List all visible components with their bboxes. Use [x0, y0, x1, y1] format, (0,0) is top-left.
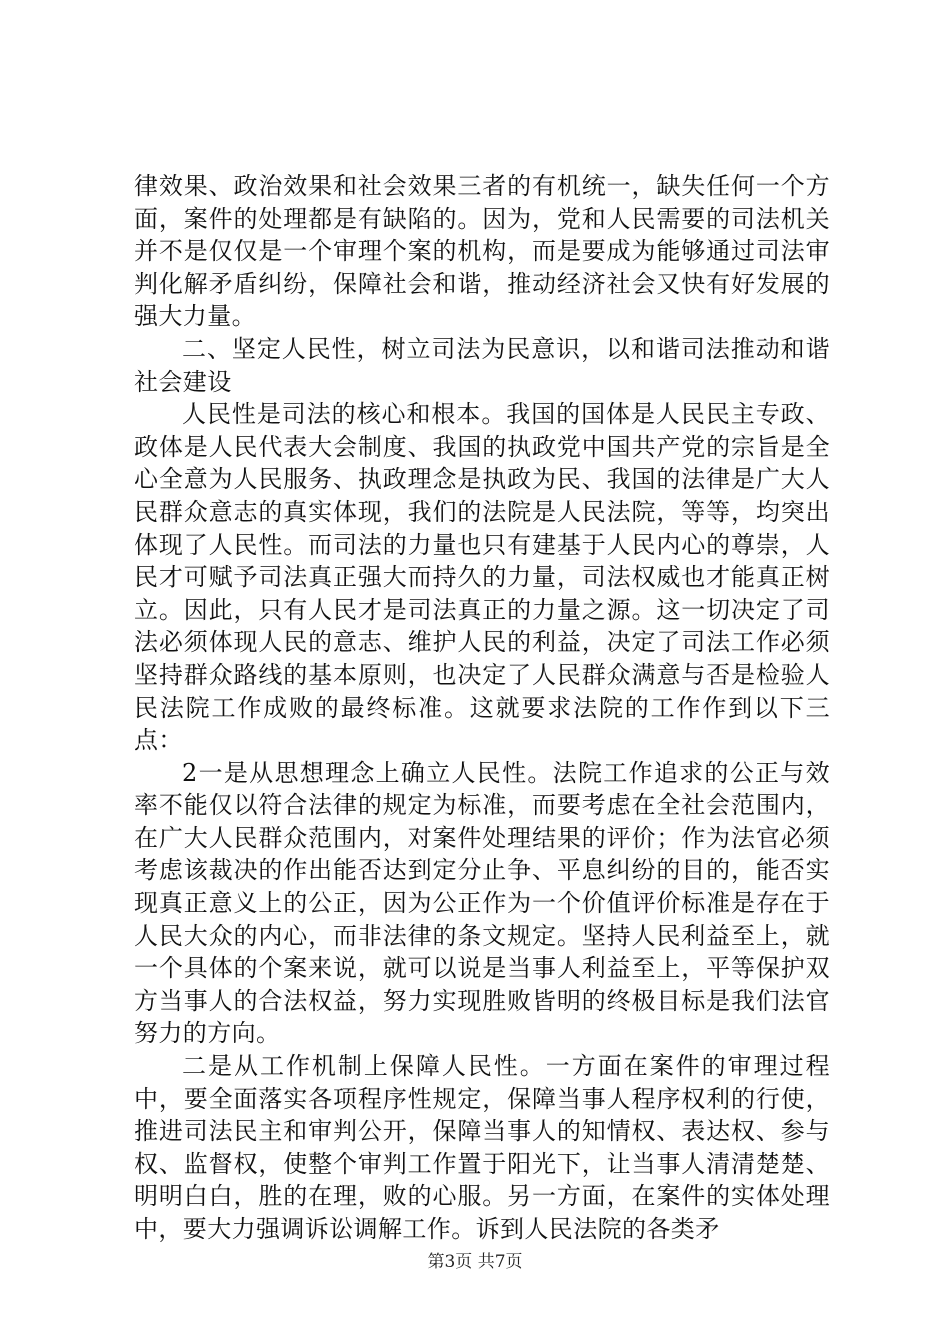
paragraph-point-two: 二是从工作机制上保障人民性。一方面在案件的审理过程中，要全面落实各项程序性规定，保障当事人程序权利的行使，推进司法民主和审判公开，保障当事人的知情权、表达权、参与权、监督权，使整个审判工作置于阳光下，让当事人清清楚楚、明明白白，胜的在理，败的心服。另一方面，在案件的实体处理中，要大力强调诉讼调解工作。诉到人民法院的各类矛	[134, 1052, 830, 1243]
section-heading: 二、坚定人民性，树立司法为民意识，以和谐司法推动和谐社会建设	[134, 334, 830, 396]
page-footer: 第3页 共7页	[427, 1252, 523, 1272]
paragraph-people-nature: 人民性是司法的核心和根本。我国的国体是人民民主专政、政体是人民代表大会制度、我国的执政党中国共产党的宗旨是全心全意为人民服务、执政理念是执政为民、我国的法律是广大人民群众意志的真实体现，我们的法院是人民法院，等等，均突出体现了人民性。而司法的力量也只有建基于人民内心的尊崇，人民才可赋予司法真正强大而持久的力量，司法权威也才能真正树立。因此，只有人民才是司法真正的力量之源。这一切决定了司法必须体现人民的意志、维护人民的利益，决定了司法工作必须坚持群众路线的基本原则，也决定了人民群众满意与否是检验人民法院工作成败的最终标准。这就要求法院的工作作到以下三点：	[134, 400, 830, 755]
paragraph-point-one: 2一是从思想理念上确立人民性。法院工作追求的公正与效率不能仅以符合法律的规定为标准，而要考虑在全社会范围内，在广大人民群众范围内，对案件处理结果的评价；作为法官必须考虑该裁决的作出能否达到定分止争、平息纠纷的目的，能否实现真正意义上的公正，因为公正作为一个价值评价标准是存在于人民大众的内心，而非法律的条文规定。坚持人民利益至上，就一个具体的个案来说，就可以说是当事人利益至上，平等保护双方当事人的合法权益，努力实现胜败皆明的终极目标是我们法官努力的方向。	[134, 758, 830, 1048]
paragraph-continuation: 律效果、政治效果和社会效果三者的有机统一，缺失任何一个方面，案件的处理都是有缺陷的。因为，党和人民需要的司法机关并不是仅仅是一个审理个案的机构，而是要成为能够通过司法审判化解矛盾纠纷，保障社会和谐，推动经济社会又快有好发展的强大力量。	[134, 172, 830, 331]
body-text	[134, 170, 830, 1246]
